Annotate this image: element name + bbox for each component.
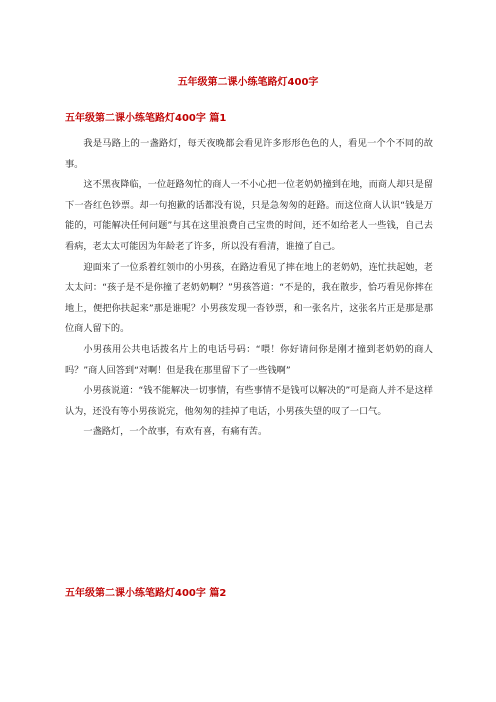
section-heading-2: 五年级第二课小练笔路灯400字 篇2 [65,588,227,599]
section-1-body [65,134,433,443]
paragraph: 小男孩说道：“钱不能解决一切事情，有些事情不是钱可以解决的”可是商人并不是这样认为，还没有等小男孩说完，他匆匆的挂掉了电话，小男孩失望的叹了一口气。 [65,385,433,417]
section-heading-1: 五年级第二课小练笔路灯400字 篇1 [65,113,227,124]
paragraph: 一盏路灯，一个故事，有欢有喜，有痛有苦。 [83,426,268,438]
paragraph: 迎面来了一位系着红领巾的小男孩，在路边看见了摔在地上的老奶奶，连忙扶起她，老太太问：“孩子是不是你撞了老奶奶啊？”男孩答道：“不是的，我在散步，恰巧看见你摔在地上，便把你扶起来”那是谁呢？小男孩发现一沓钞票，和一张名片，这张名片正是那是那位商人留下的。 [65,261,433,335]
document-title: 五年级第二课小练笔路灯400字 [177,77,319,88]
paragraph: 小男孩用公共电话拨名片上的电话号码：“喂！你好请问你是刚才撞到老奶奶的商人吗？”商人回答到“对啊！但是我在那里留下了一些钱啊” [65,343,433,376]
paragraph: 我是马路上的一盏路灯，每天夜晚都会看见许多形形色色的人，看见一个个不同的故事。 [65,138,433,170]
paragraph: 这不黑夜降临，一位赶路匆忙的商人一不小心把一位老奶奶撞到在地，而商人却只是留下一沓红色钞票。却一句抱歉的话都没有说，只是急匆匆的赶路。而这位商人认识“钱是万能的，可能解决任何问题”与其在这里浪费自己宝贵的时间，还不如给老人一些钱，自己去看病，老太太可能因为年龄老了许多，所以没有看清，谁撞了自己。 [65,179,433,252]
